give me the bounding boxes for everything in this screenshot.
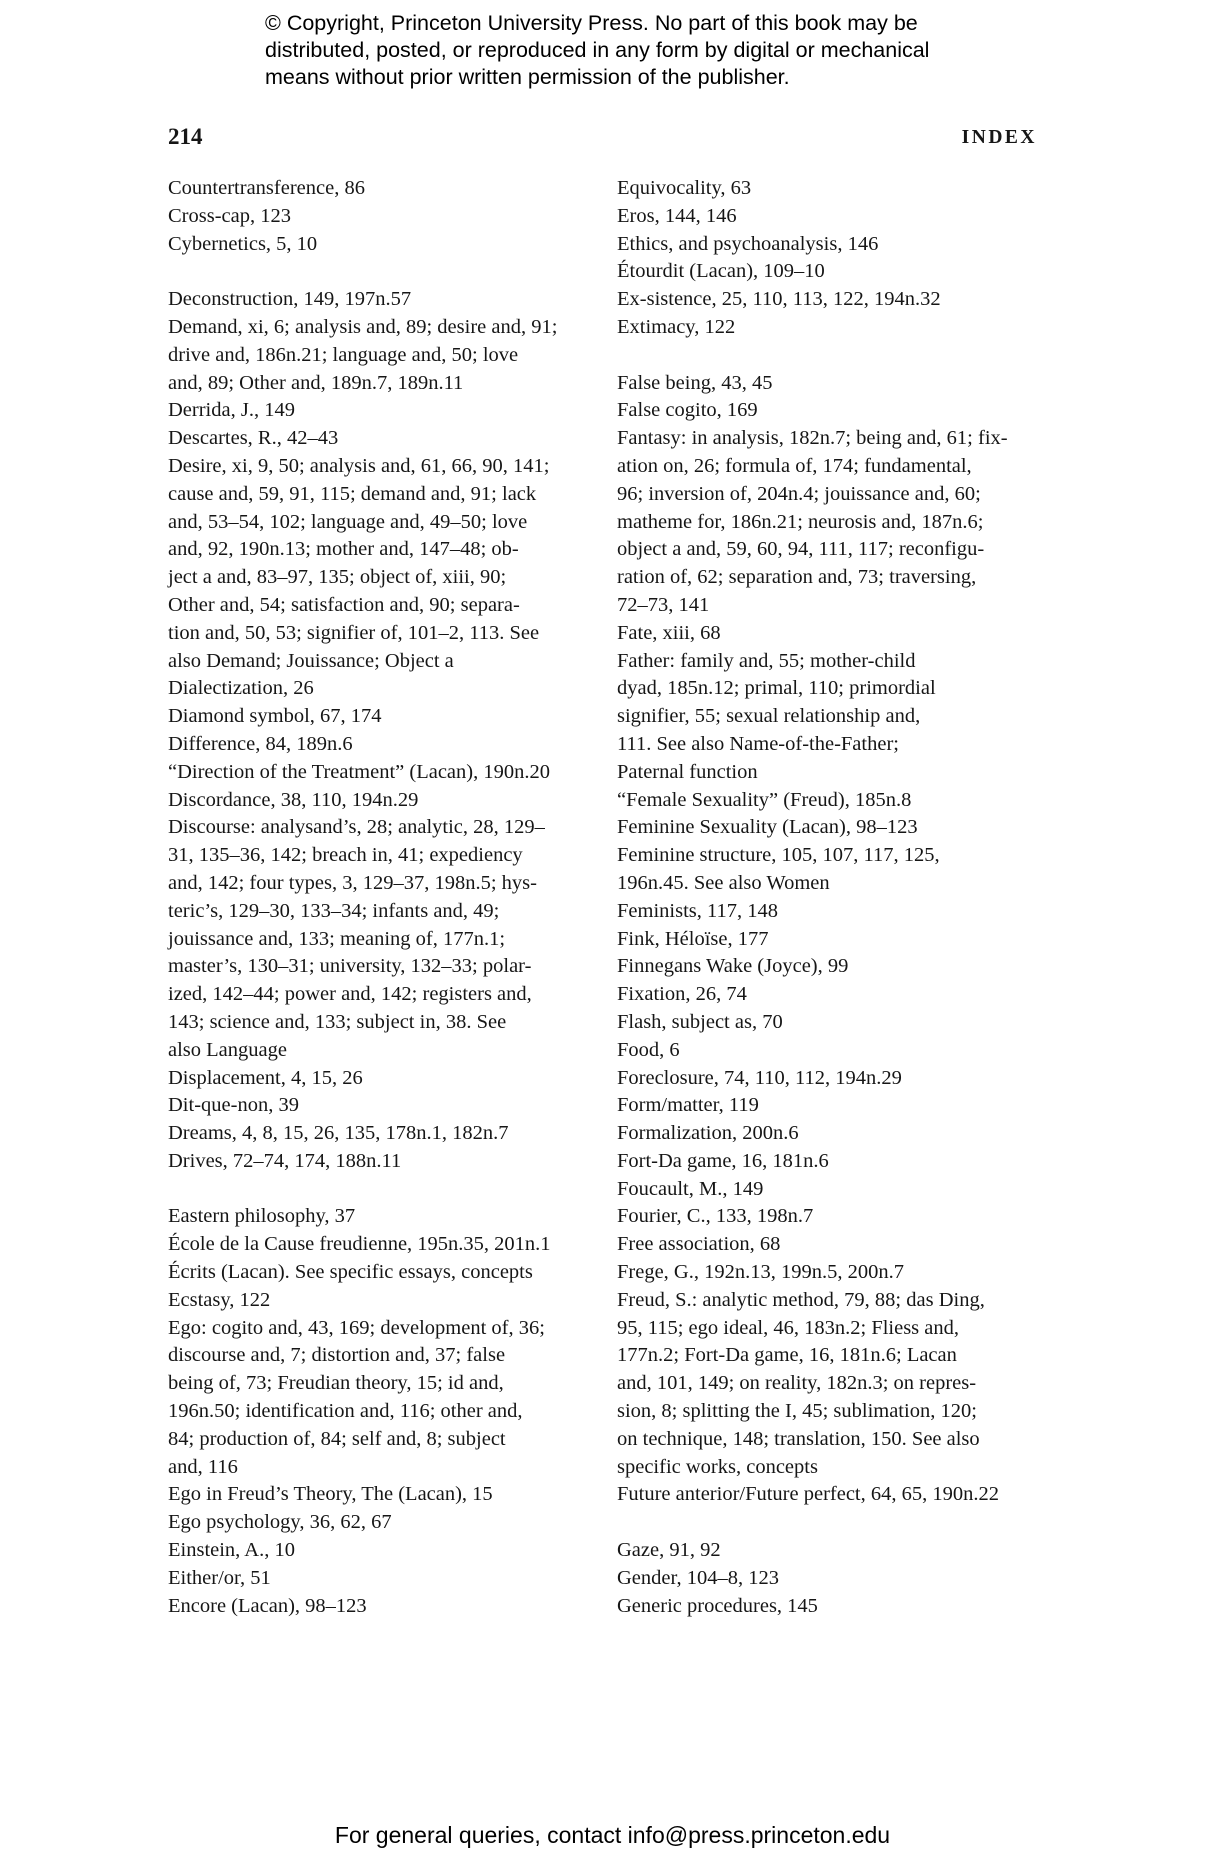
index-entry-line: Food, 6 (617, 1038, 680, 1061)
index-entry-line: Ex-sistence, 25, 110, 113, 122, 194n.32 (617, 288, 941, 311)
index-entry (168, 453, 598, 675)
index-entry-line: and, 89; Other and, 189n.7, 189n.11 (168, 371, 464, 394)
index-entry-line: Cross-cap, 123 (168, 204, 291, 227)
index-entry-line: Free association, 68 (617, 1233, 781, 1256)
index-entry (617, 1287, 1049, 1482)
index-entry-line: Discordance, 38, 110, 194n.29 (168, 788, 419, 811)
index-entry (617, 397, 1049, 425)
index-entry (617, 787, 1049, 815)
index-entry-line: ized, 142–44; power and, 142; registers and, (168, 983, 532, 1006)
letter-group-gap (168, 1176, 598, 1204)
index-entry-line: and, 92, 190n.13; mother and, 147–48; ob- (168, 538, 519, 561)
index-entry (617, 370, 1049, 398)
index-entry (168, 314, 598, 397)
index-entry-line: Freud, S.: analytic method, 79, 88; das Ding, (617, 1288, 985, 1311)
index-entry-line: ject a and, 83–97, 135; object of, xiii, 90; (168, 566, 507, 589)
index-entry-line: Ecstasy, 122 (168, 1288, 271, 1311)
index-entry-line: Fourier, C., 133, 198n.7 (617, 1205, 814, 1228)
copyright-notice (265, 10, 1025, 91)
index-entry-line: Desire, xi, 9, 50; analysis and, 61, 66, 90, 141; (168, 454, 550, 477)
index-entry-line: Descartes, R., 42–43 (168, 427, 339, 450)
index-entry-line: 84; production of, 84; self and, 8; subject (168, 1427, 506, 1450)
index-entry-line: Ego psychology, 36, 62, 67 (168, 1511, 392, 1534)
index-entry (617, 1037, 1049, 1065)
index-entry (617, 1203, 1049, 1231)
index-entry-line: Feminine Sexuality (Lacan), 98–123 (617, 816, 918, 839)
index-entry-line: 143; science and, 133; subject in, 38. See (168, 1010, 507, 1033)
index-entry-line: Demand, xi, 6; analysis and, 89; desire and, 91; (168, 315, 558, 338)
running-head: INDEX (961, 127, 1037, 148)
index-entry-line: Fantasy: in analysis, 182n.7; being and, 61; fix- (617, 427, 1008, 450)
index-entry-line: Equivocality, 63 (617, 177, 752, 199)
index-entry-line: cause and, 59, 91, 115; demand and, 91; lack (168, 482, 537, 505)
index-entry-line: False cogito, 169 (617, 399, 758, 422)
index-entry (617, 981, 1049, 1009)
index-entry (168, 1092, 598, 1120)
index-entry-line: “Direction of the Treatment” (Lacan), 190n.20 (168, 760, 550, 783)
index-entry-line: Finnegans Wake (Joyce), 99 (617, 955, 849, 978)
index-entry-line: specific works, concepts (617, 1455, 818, 1478)
index-entry (168, 286, 598, 314)
letter-group-gap (617, 1509, 1049, 1537)
index-entry (617, 620, 1049, 648)
index-entry (168, 203, 598, 231)
index-entry-line: on technique, 148; translation, 150. See also (617, 1427, 980, 1450)
index-entry-line: being of, 73; Freudian theory, 15; id and, (168, 1372, 504, 1395)
index-entry-line: Gender, 104–8, 123 (617, 1566, 780, 1589)
index-entry-line: “Female Sexuality” (Freud), 185n.8 (617, 788, 912, 811)
index-entry (617, 1537, 1049, 1565)
index-entry-line: École de la Cause freudienne, 195n.35, 201n.1 (168, 1233, 551, 1256)
index-entry (617, 953, 1049, 981)
index-entry (617, 1231, 1049, 1259)
index-entry-line: ation on, 26; formula of, 174; fundamental, (617, 454, 972, 477)
index-entry-line: Difference, 84, 189n.6 (168, 732, 353, 755)
index-entry-line: Displacement, 4, 15, 26 (168, 1066, 363, 1089)
index-entry-line: drive and, 186n.21; language and, 50; love (168, 343, 519, 366)
index-entry (168, 731, 598, 759)
index-entry-line: 177n.2; Fort-Da game, 16, 181n.6; Lacan (617, 1344, 957, 1367)
index-entry-line: Paternal function (617, 760, 758, 783)
index-entry-line: Future anterior/Future perfect, 64, 65, 190n.22 (617, 1483, 1000, 1506)
index-entry-line: Deconstruction, 149, 197n.57 (168, 288, 412, 311)
index-entry-line: Drives, 72–74, 174, 188n.11 (168, 1149, 402, 1172)
index-entry-line: tion and, 50, 53; signifier of, 101–2, 113. See (168, 621, 540, 644)
index-entry-line: Encore (Lacan), 98–123 (168, 1594, 367, 1617)
index-entry-line: Frege, G., 192n.13, 199n.5, 200n.7 (617, 1261, 904, 1284)
index-entry (617, 1565, 1049, 1593)
index-entry (617, 1148, 1049, 1176)
index-column-right (617, 175, 1049, 1620)
index-entry (617, 203, 1049, 231)
index-column-left (168, 175, 598, 1620)
index-entry (168, 1065, 598, 1093)
index-entry-line: Étourdit (Lacan), 109–10 (617, 260, 825, 283)
index-entry-line: master’s, 130–31; university, 132–33; polar- (168, 955, 532, 978)
index-entry (617, 1481, 1049, 1509)
index-entry-line: 31, 135–36, 142; breach in, 41; expediency (168, 844, 523, 867)
index-entry-line: False being, 43, 45 (617, 371, 773, 394)
index-entry-line: Einstein, A., 10 (168, 1539, 295, 1562)
index-entry-line: dyad, 185n.12; primal, 110; primordial (617, 677, 936, 700)
index-entry-line: Other and, 54; satisfaction and, 90; separa- (168, 593, 520, 616)
index-entry-line: and, 142; four types, 3, 129–37, 198n.5; hys- (168, 871, 537, 894)
index-entry (617, 842, 1049, 898)
index-entry (617, 314, 1049, 342)
index-entry-line: matheme for, 186n.21; neurosis and, 187n.6; (617, 510, 984, 533)
index-entry (617, 648, 1049, 787)
index-entry (168, 1203, 598, 1231)
index-entry-line: Dit-que-non, 39 (168, 1094, 299, 1117)
index-entry (617, 926, 1049, 954)
page-number: 214 (168, 124, 203, 149)
copyright-line: means without prior written permission of the publisher. (265, 65, 790, 89)
index-entry-line: Countertransference, 86 (168, 177, 365, 199)
index-entry (168, 1315, 598, 1482)
index-entry (168, 675, 598, 703)
index-entry (617, 231, 1049, 259)
index-entry (168, 1231, 598, 1259)
index-entry-line: also Demand; Jouissance; Object a (168, 649, 454, 672)
index-entry-line: teric’s, 129–30, 133–34; infants and, 49; (168, 899, 500, 922)
index-entry (168, 759, 598, 787)
index-entry-line: 72–73, 141 (617, 593, 710, 616)
index-entry (617, 1120, 1049, 1148)
index-entry-line: Either/or, 51 (168, 1566, 271, 1589)
index-entry-line: 111. See also Name-of-the-Father; (617, 732, 899, 755)
index-entry-line: Fate, xiii, 68 (617, 621, 721, 644)
index-entry-line: Fort-Da game, 16, 181n.6 (617, 1149, 829, 1172)
letter-group-gap (617, 342, 1049, 370)
index-entry-line: Eastern philosophy, 37 (168, 1205, 356, 1228)
index-entry-line: Flash, subject as, 70 (617, 1010, 783, 1033)
index-entry-line: Foucault, M., 149 (617, 1177, 764, 1200)
index-entry (617, 1593, 1049, 1621)
index-entry (617, 258, 1049, 286)
index-entry-line: Form/matter, 119 (617, 1094, 759, 1117)
index-entry-line: Foreclosure, 74, 110, 112, 194n.29 (617, 1066, 902, 1089)
index-entry (617, 1176, 1049, 1204)
index-entry (617, 898, 1049, 926)
index-entry (168, 1565, 598, 1593)
index-entry (168, 703, 598, 731)
index-entry-line: and, 101, 149; on reality, 182n.3; on repres- (617, 1372, 977, 1395)
index-entry (617, 286, 1049, 314)
index-entry-line: 95, 115; ego ideal, 46, 183n.2; Fliess and, (617, 1316, 960, 1339)
index-entry (168, 1509, 598, 1537)
index-entry-line: Diamond symbol, 67, 174 (168, 705, 382, 728)
index-entry-line: Formalization, 200n.6 (617, 1122, 799, 1145)
index-entry-line: Derrida, J., 149 (168, 399, 295, 422)
index-entry-line: 196n.50; identification and, 116; other and, (168, 1400, 523, 1423)
index-entry (168, 175, 598, 203)
index-entry-line: Cybernetics, 5, 10 (168, 232, 318, 255)
index-entry-line: ration of, 62; separation and, 73; traversing, (617, 566, 977, 589)
index-entry-line: 96; inversion of, 204n.4; jouissance and, 60; (617, 482, 981, 505)
index-entry-line: Ego: cogito and, 43, 169; development of, 36; (168, 1316, 545, 1339)
index-entry-line: also Language (168, 1038, 287, 1061)
index-entry-line: Father: family and, 55; mother-child (617, 649, 916, 672)
index-entry (168, 1120, 598, 1148)
index-entry-line: Feminine structure, 105, 107, 117, 125, (617, 844, 940, 867)
index-entry (617, 1065, 1049, 1093)
index-entry-line: Dialectization, 26 (168, 677, 314, 700)
index-entry-line: signifier, 55; sexual relationship and, (617, 705, 921, 728)
index-entry-line: Écrits (Lacan). See specific essays, concepts (168, 1261, 533, 1284)
index-entry-line: discourse and, 7; distortion and, 37; false (168, 1344, 506, 1367)
index-entry (168, 425, 598, 453)
letter-group-gap (168, 258, 598, 286)
copyright-line: distributed, posted, or reproduced in any form by digital or mechanical (265, 38, 930, 62)
index-entry-line: and, 53–54, 102; language and, 49–50; love (168, 510, 528, 533)
index-entry (168, 1593, 598, 1621)
index-entry (617, 1092, 1049, 1120)
index-entry-line: Ego in Freud’s Theory, The (Lacan), 15 (168, 1483, 493, 1506)
index-entry-line: Fink, Héloïse, 177 (617, 927, 769, 950)
copyright-line: © Copyright, Princeton University Press. No part of this book may be (265, 11, 918, 35)
index-entry (168, 814, 598, 1064)
index-entry (168, 1259, 598, 1287)
index-entry-line: Extimacy, 122 (617, 315, 736, 338)
index-entry (617, 814, 1049, 842)
index-entry-line: Generic procedures, 145 (617, 1594, 818, 1617)
index-entry-line: Feminists, 117, 148 (617, 899, 778, 922)
index-entry (617, 425, 1049, 620)
index-entry-line: Discourse: analysand’s, 28; analytic, 28, 129– (168, 816, 545, 839)
index-entry-line: object a and, 59, 60, 94, 111, 117; reconfigu- (617, 538, 985, 561)
index-entry-line: Ethics, and psychoanalysis, 146 (617, 232, 879, 255)
index-entry-line: and, 116 (168, 1455, 238, 1478)
index-entry-line: Eros, 144, 146 (617, 204, 737, 227)
index-entry (168, 1148, 598, 1176)
index-entry (617, 175, 1049, 203)
index-entry-line: 196n.45. See also Women (617, 871, 830, 894)
index-entry (168, 787, 598, 815)
index-entry (168, 1537, 598, 1565)
index-entry (168, 1287, 598, 1315)
footer-contact: For general queries, contact info@press.princeton.edu (334, 1822, 891, 1848)
index-entry (168, 1481, 598, 1509)
index-entry-line: Dreams, 4, 8, 15, 26, 135, 178n.1, 182n.7 (168, 1122, 509, 1145)
index-entry-line: Fixation, 26, 74 (617, 983, 747, 1006)
index-entry-line: sion, 8; splitting the I, 45; sublimation, 120; (617, 1400, 977, 1423)
index-entry (168, 231, 598, 259)
index-entry-line: jouissance and, 133; meaning of, 177n.1; (168, 927, 506, 950)
index-entry (617, 1009, 1049, 1037)
index-entry-line: Gaze, 91, 92 (617, 1539, 721, 1562)
index-entry (168, 397, 598, 425)
index-entry (617, 1259, 1049, 1287)
